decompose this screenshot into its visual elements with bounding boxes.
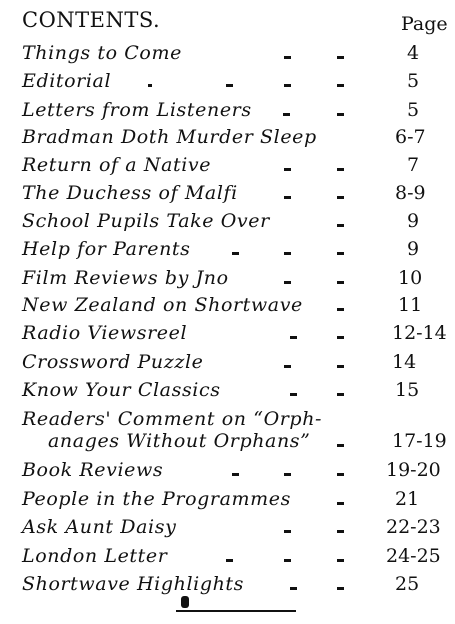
leader-dash bbox=[337, 336, 344, 339]
entry-page: 7 bbox=[407, 154, 420, 176]
entry-title: Bradman Doth Murder Sleep bbox=[22, 126, 317, 148]
leader-dash bbox=[283, 113, 290, 116]
entry-title: Crossword Puzzle bbox=[22, 351, 204, 373]
leader-dash bbox=[337, 365, 344, 368]
leader-dash bbox=[290, 336, 297, 339]
entry-title: Know Your Classics bbox=[22, 379, 221, 401]
leader-dash bbox=[226, 559, 233, 562]
entry-page: 22-23 bbox=[386, 516, 441, 538]
leader-dash bbox=[284, 56, 291, 59]
entry-title: Editorial bbox=[22, 70, 112, 92]
leader-dash bbox=[284, 281, 291, 284]
leader-dash bbox=[284, 84, 291, 87]
leader-dash bbox=[337, 587, 344, 590]
entry-title: Book Reviews bbox=[22, 459, 164, 481]
entry-page: 4 bbox=[407, 42, 420, 64]
entry-page: 10 bbox=[398, 267, 423, 289]
entry-title: Readers' Comment on “Orph- bbox=[22, 408, 323, 430]
entry-title: Things to Come bbox=[22, 42, 182, 64]
leader-dash bbox=[337, 559, 344, 562]
closing-rule bbox=[176, 610, 296, 612]
leader-dash bbox=[337, 444, 344, 447]
leader-dash bbox=[337, 308, 344, 311]
leader-dash bbox=[284, 252, 291, 255]
leader-dash bbox=[284, 559, 291, 562]
leader-dash bbox=[337, 196, 344, 199]
entry-title: The Duchess of Malfi bbox=[22, 182, 238, 204]
entry-title: Radio Viewsreel bbox=[22, 322, 188, 344]
entry-page: 14 bbox=[392, 351, 417, 373]
entry-page: 9 bbox=[407, 238, 420, 260]
leader-dash bbox=[284, 196, 291, 199]
entry-page: 15 bbox=[395, 379, 420, 401]
entry-title: School Pupils Take Over bbox=[22, 210, 270, 232]
entry-page: 5 bbox=[407, 99, 420, 121]
entry-title: Help for Parents bbox=[22, 238, 191, 260]
leader-dash bbox=[226, 84, 233, 87]
entry-title: Return of a Native bbox=[22, 154, 212, 176]
entry-page: 12-14 bbox=[392, 322, 447, 344]
leader-dash bbox=[337, 393, 344, 396]
ink-blot bbox=[181, 596, 189, 608]
leader-dash bbox=[337, 530, 344, 533]
leader-dash bbox=[284, 530, 291, 533]
page-column-heading: Page bbox=[401, 13, 448, 35]
leader-dash bbox=[337, 502, 344, 505]
entry-page: 21 bbox=[395, 488, 420, 510]
entry-page: 19-20 bbox=[386, 459, 441, 481]
entry-title: New Zealand on Shortwave bbox=[22, 294, 303, 316]
leader-dash bbox=[337, 281, 344, 284]
entry-page: 24-25 bbox=[386, 545, 441, 567]
leader-dash bbox=[290, 393, 297, 396]
contents-heading: CONTENTS. bbox=[22, 8, 161, 32]
leader-dash bbox=[284, 473, 291, 476]
leader-dash bbox=[290, 587, 297, 590]
leader-dash bbox=[232, 473, 239, 476]
entry-title: Shortwave Highlights bbox=[22, 573, 245, 595]
entry-page: 6-7 bbox=[395, 126, 426, 148]
leader-dash bbox=[284, 365, 291, 368]
entry-page: 17-19 bbox=[392, 430, 447, 452]
entry-title: London Letter bbox=[22, 545, 168, 567]
leader-dash bbox=[337, 56, 344, 59]
entry-title: People in the Programmes bbox=[22, 488, 291, 510]
leader-dash bbox=[337, 168, 344, 171]
entry-title: Letters from Listeners bbox=[22, 99, 252, 121]
leader-dash bbox=[337, 473, 344, 476]
entry-title: Film Reviews by Jno bbox=[22, 267, 229, 289]
leader-dash bbox=[148, 84, 152, 87]
leader-dash bbox=[284, 168, 291, 171]
leader-dash bbox=[232, 252, 239, 255]
leader-dash bbox=[337, 113, 344, 116]
leader-dash bbox=[337, 252, 344, 255]
leader-dash bbox=[337, 84, 344, 87]
entry-title-continuation: anages Without Orphans” bbox=[48, 430, 311, 452]
entry-page: 8-9 bbox=[395, 182, 426, 204]
leader-dash bbox=[337, 224, 344, 227]
entry-title: Ask Aunt Daisy bbox=[22, 516, 177, 538]
entry-page: 11 bbox=[398, 294, 423, 316]
entry-page: 5 bbox=[407, 70, 420, 92]
entry-page: 25 bbox=[395, 573, 420, 595]
entry-page: 9 bbox=[407, 210, 420, 232]
